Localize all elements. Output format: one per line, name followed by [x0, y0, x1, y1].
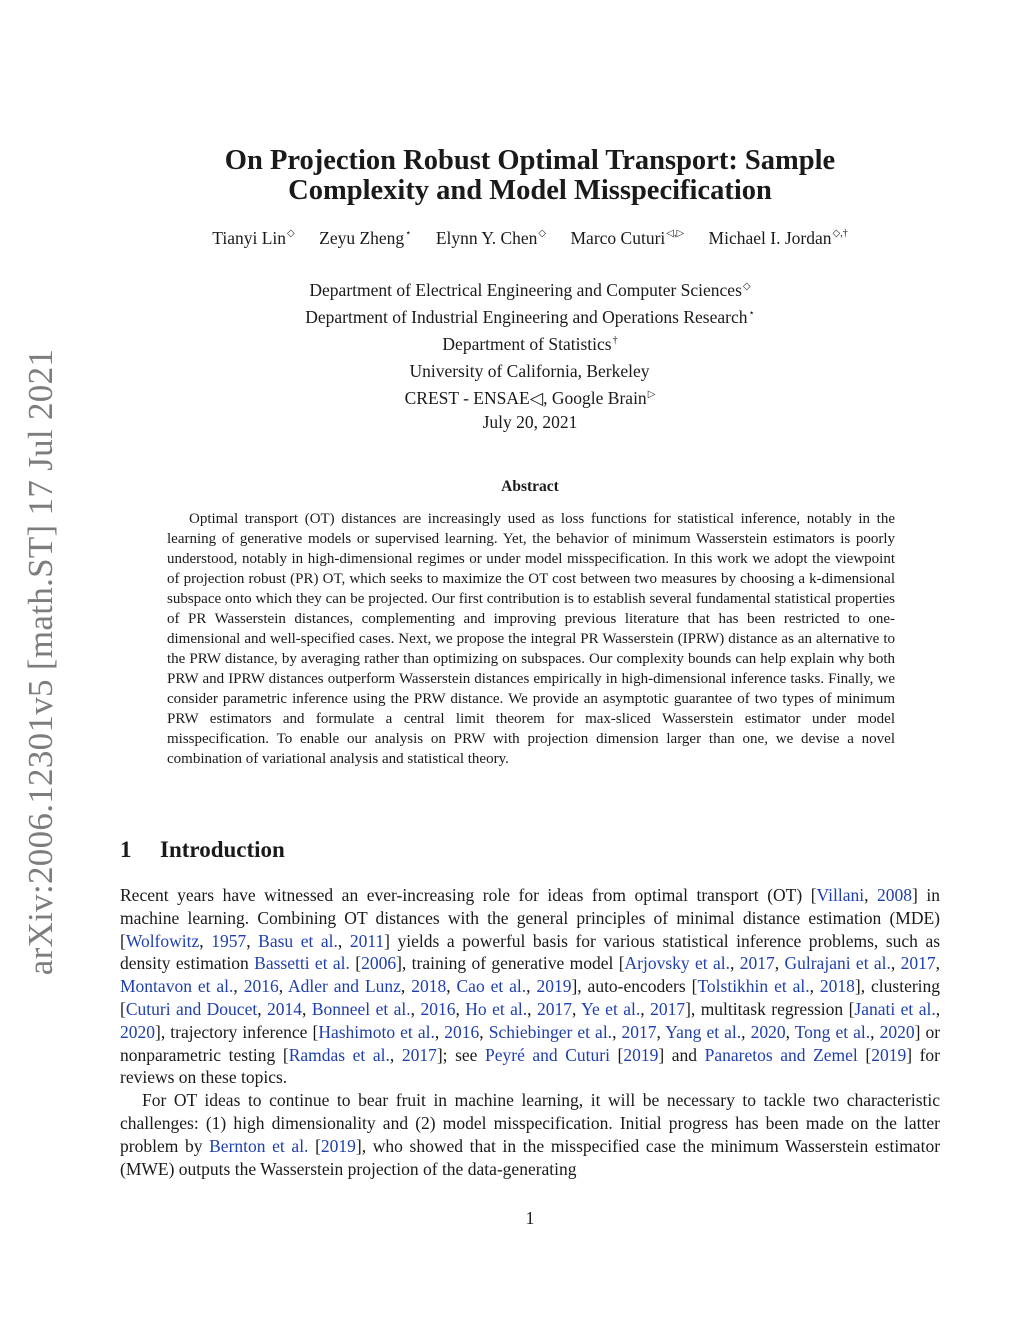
citation-link[interactable]: Ho et al.	[465, 998, 528, 1019]
text-run: ,	[302, 998, 312, 1019]
text-run: ] yields a powerful basis for various statistical inference problems, such as density estimation	[120, 930, 941, 974]
citation-link[interactable]: Ye et al.	[581, 998, 641, 1019]
title-line-1: On Projection Robust Optimal Transport: Sample	[224, 145, 836, 176]
text-run: [	[349, 953, 362, 974]
affiliation-list	[120, 275, 940, 410]
citation-link[interactable]: Cao et al.	[456, 976, 527, 997]
text-run: ], trajectory inference [	[155, 1021, 319, 1042]
citation-link[interactable]: 2017	[900, 953, 936, 974]
citation-link[interactable]: 2014	[267, 998, 303, 1019]
citation-link[interactable]: 2016	[243, 976, 279, 997]
arxiv-identifier-stamp: arXiv:2006.12301v5 [math.ST] 17 Jul 2021	[21, 348, 60, 976]
author-list	[120, 228, 940, 249]
section-title: Introduction	[160, 837, 285, 862]
text-run: ] or nonparametric testing [	[120, 1021, 941, 1065]
citation-link[interactable]: 2016	[420, 998, 456, 1019]
citation-link[interactable]: Tong et al.	[794, 1021, 871, 1042]
author: Marco Cuturi◁,▷	[570, 228, 685, 248]
title-line-2: Complexity and Model Misspecification	[288, 175, 772, 206]
text-run: ,	[864, 885, 878, 905]
citation-link[interactable]: 2020	[120, 1021, 155, 1042]
citation-link[interactable]: 2011	[349, 930, 385, 951]
citation-link[interactable]: Villani	[816, 885, 865, 905]
text-run: ,	[337, 930, 350, 951]
text-run: ] in machine learning. Combining OT distances with the general principles of minimal distance estimation (MDE) [	[120, 885, 940, 951]
citation-link[interactable]: Basu et al.	[258, 930, 338, 951]
text-run: [	[857, 1044, 872, 1065]
text-run: ,	[571, 998, 582, 1019]
citation-link[interactable]: 2017	[650, 998, 686, 1019]
citation-link[interactable]: 2017	[739, 953, 775, 974]
page-number: 1	[525, 1208, 535, 1228]
text-run: ,	[199, 930, 212, 951]
citation-link[interactable]: Wolfowitz	[125, 930, 200, 951]
text-run: ,	[935, 953, 941, 974]
text-run: ,	[246, 930, 259, 951]
paragraph	[120, 1089, 940, 1180]
text-run: ,	[774, 953, 785, 974]
text-run: ] for reviews on these topics.	[120, 1044, 941, 1088]
publication-date: July 20, 2021	[482, 412, 578, 432]
author: Michael I. Jordan◇,†	[708, 228, 848, 248]
section-number: 1	[120, 837, 132, 862]
citation-link[interactable]: Ramdas et al.	[288, 1044, 390, 1065]
text-run: ,	[257, 998, 268, 1019]
citation-link[interactable]: 2017	[401, 1044, 437, 1065]
introduction-body	[120, 884, 940, 1180]
citation-link[interactable]: Gulrajani et al.	[784, 953, 891, 974]
text-run: ,	[527, 998, 537, 1019]
citation-link[interactable]: Peyré and Cuturi	[485, 1044, 610, 1065]
author: Tianyi Lin◇	[212, 228, 295, 248]
citation-link[interactable]: 2019	[623, 1044, 659, 1065]
section-heading-introduction	[120, 837, 285, 863]
citation-link[interactable]: Arjovsky et al.	[624, 953, 731, 974]
citation-link[interactable]: Hashimoto et al.	[318, 1021, 435, 1042]
citation-link[interactable]: Bonneel et al.	[311, 998, 411, 1019]
affiliation: Department of Statistics†	[442, 334, 618, 354]
citation-link[interactable]: 2020	[879, 1021, 915, 1042]
citation-link[interactable]: Bassetti et al.	[254, 953, 350, 974]
citation-link[interactable]: 2017	[621, 1021, 657, 1042]
citation-link[interactable]: 2019	[536, 976, 572, 997]
paragraph	[120, 884, 940, 1089]
abstract-body: Optimal transport (OT) distances are increasingly used as loss functions for statistical inference, notably in the learning of generative models or supervised learning. Yet, the behavior of minimum Wasserstein estimators is poorly understood, notably in high-dimensional regimes or under model misspecification. In this work we adopt the viewpoint of projection robust (PR) OT, which seeks to maximize the OT cost between two measures by choosing a k-dimensional subspace onto which they can be projected. Our first contribution is to establish several fundamental statistical properties of PR Wasserstein distances, complementing and improving previous literature that has been restricted to one-dimensional and well-specified cases. Next, we propose the integral PR Wasserstein (IPRW) distance as an alternative to the PRW distance, by averaging rather than optimizing on subspaces. Our complexity bounds can help explain why both PRW and IPRW distances outperform Wasserstein distances empirically in high-dimensional inference tasks. Finally, we consider parametric inference using the PRW distance. We provide an asymptotic guarantee of two types of minimum PRW estimators and formulate a central limit theorem for max-sliced Wasserstein estimator under model misspecification. To enable our analysis on PRW with projection dimension larger than one, we devise a novel combination of variational analysis and statistical theory.	[167, 511, 895, 767]
citation-link[interactable]: 2018	[411, 976, 447, 997]
citation-link[interactable]: Montavon et al.	[120, 976, 234, 997]
text-run: ,	[526, 976, 537, 997]
citation-link[interactable]: Adler and Lunz	[288, 976, 401, 997]
affiliation: CREST - ENSAE◁, Google Brain▷	[404, 388, 656, 408]
citation-link[interactable]: Panaretos and Zemel	[704, 1044, 858, 1065]
affiliation: Department of Industrial Engineering and Operations Research⋆	[305, 307, 755, 327]
text-run: ,	[809, 976, 820, 997]
text-run: ,	[455, 998, 466, 1019]
text-run: ], auto-encoders [	[571, 976, 698, 997]
affiliation: Department of Electrical Engineering and Computer Sciences◇	[309, 280, 751, 300]
text-run: ], who showed that in the misspecified case the minimum Wasserstein estimator (MWE) outputs the Wasserstein projection of the data-generating	[120, 1135, 941, 1179]
citation-link[interactable]: 2018	[819, 976, 855, 997]
text-run: ,	[890, 953, 901, 974]
citation-link[interactable]: 1957	[211, 930, 247, 951]
citation-link[interactable]: 2019	[871, 1044, 907, 1065]
text-run: ,	[400, 976, 412, 997]
affiliation: University of California, Berkeley	[409, 361, 650, 381]
text-run: Recent years have witnessed an ever-increasing role for ideas from optimal transport (OT) [	[120, 885, 817, 905]
citation-link[interactable]: Schiebinger et al.	[488, 1021, 613, 1042]
text-run: [	[308, 1135, 321, 1156]
text-run: ,	[278, 976, 289, 997]
text-run: ], training of generative model [	[396, 953, 625, 974]
text-run: [	[609, 1044, 624, 1065]
text-run: ], clustering [	[120, 976, 941, 1019]
citation-link[interactable]: 2016	[444, 1021, 480, 1042]
citation-link[interactable]: Tolstikhin et al.	[697, 976, 810, 997]
citation-link[interactable]: Cuturi and Doucet	[125, 998, 258, 1019]
text-run: ,	[785, 1021, 795, 1042]
text-run: ,	[410, 998, 421, 1019]
citation-link[interactable]: Yang et al.	[665, 1021, 742, 1042]
text-run: ,	[656, 1021, 666, 1042]
citation-link[interactable]: 2019	[320, 1135, 356, 1156]
citation-link[interactable]: Janati et al.	[854, 998, 936, 1019]
text-run: ,	[741, 1021, 751, 1042]
author: Elynn Y. Chen◇	[435, 228, 547, 248]
paper-title	[120, 146, 940, 206]
citation-link[interactable]: 2017	[536, 998, 572, 1019]
text-run: ,	[434, 1021, 445, 1042]
abstract-heading: Abstract	[501, 478, 559, 495]
text-run: ,	[446, 976, 457, 997]
citation-link[interactable]: 2008	[877, 885, 913, 905]
text-run: ,	[935, 998, 941, 1019]
text-run: For OT ideas to continue to bear fruit in machine learning, it will be necessary to tackle two characteristic challenges: (1) high dimensionality and (2) model misspecification. Initial progress has been made on the latter problem by	[120, 1090, 940, 1156]
citation-link[interactable]: 2006	[361, 953, 397, 974]
text-run: ,	[730, 953, 740, 974]
text-run: ,	[870, 1021, 880, 1042]
text-run: ] and	[658, 1044, 705, 1065]
citation-link[interactable]: 2020	[750, 1021, 786, 1042]
text-run: ]; see	[436, 1044, 485, 1065]
text-run: ,	[640, 998, 651, 1019]
text-run: ,	[233, 976, 244, 997]
text-run: ,	[389, 1044, 402, 1065]
text-run: ,	[612, 1021, 622, 1042]
author: Zeyu Zheng⋆	[319, 228, 412, 248]
text-run: ,	[479, 1021, 489, 1042]
citation-link[interactable]: Bernton et al.	[209, 1135, 309, 1156]
text-run: ], multitask regression [	[685, 998, 855, 1019]
